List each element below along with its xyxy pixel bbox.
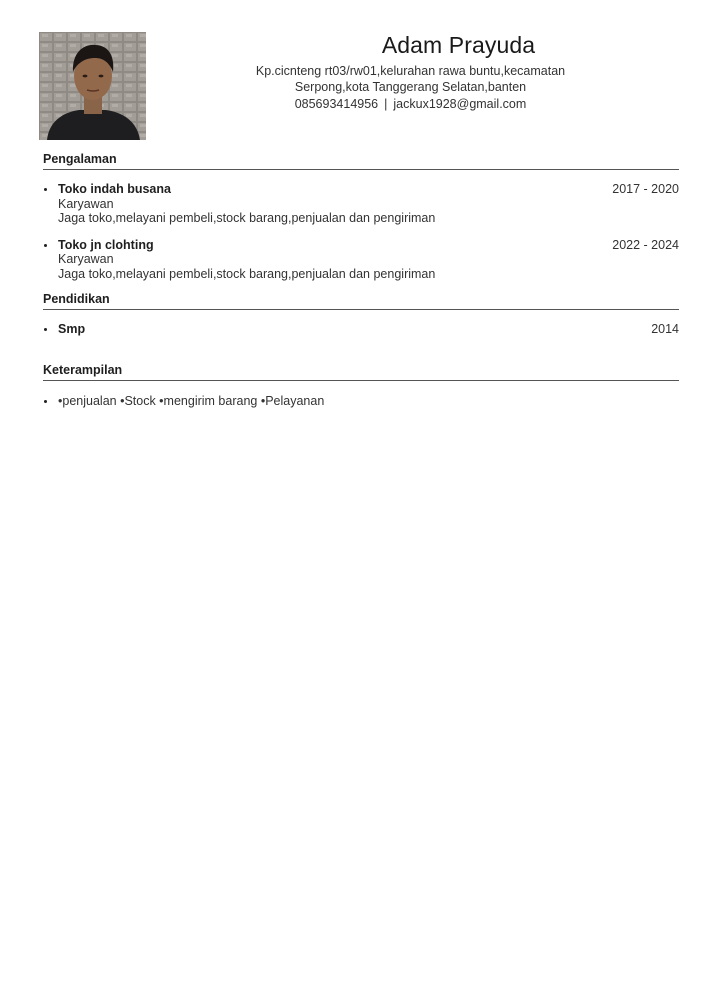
- address-line-1: Kp.cicnteng rt03/rw01,kelurahan rawa buntu,kecamatan: [255, 64, 566, 78]
- experience-section: [43, 152, 679, 281]
- education-section: [43, 292, 679, 337]
- education-year: 2014: [651, 322, 679, 336]
- skills-section: [43, 363, 679, 409]
- job-description: Jaga toko,melayani pembeli,stock barang,penjualan dan pengiriman: [58, 266, 436, 281]
- job-description: Jaga toko,melayani pembeli,stock barang,penjualan dan pengiriman: [58, 211, 436, 225]
- candidate-name: Adam Prayuda: [381, 32, 536, 58]
- contact-line: [110, 96, 711, 112]
- experience-years: 2017 - 2020: [612, 182, 679, 196]
- school-name: Smp: [58, 322, 86, 336]
- address: [110, 63, 711, 95]
- contact-separator: |: [384, 97, 388, 111]
- section-title-skills: Keterampilan: [43, 363, 679, 381]
- company-name: Toko indah busana: [58, 182, 171, 196]
- email-address: jackux1928@gmail.com: [393, 97, 527, 111]
- education-entry: [43, 322, 679, 337]
- resume-header: [150, 30, 711, 112]
- company-name: Toko jn clohting: [58, 237, 154, 252]
- skills-list: •penjualan •Stock •mengirim barang •Pelayanan: [58, 394, 325, 408]
- section-title-experience: Pengalaman: [43, 152, 679, 170]
- job-role: Karyawan: [58, 196, 114, 211]
- phone-number: 085693414956: [294, 97, 379, 111]
- address-line-2: Serpong,kota Tanggerang Selatan,banten: [294, 80, 527, 94]
- skills-entry: [43, 394, 679, 409]
- experience-entry: [43, 238, 679, 282]
- job-role: Karyawan: [58, 252, 114, 266]
- experience-entry: [43, 182, 679, 226]
- experience-years: 2022 - 2024: [612, 237, 679, 252]
- section-title-education: Pendidikan: [43, 292, 679, 310]
